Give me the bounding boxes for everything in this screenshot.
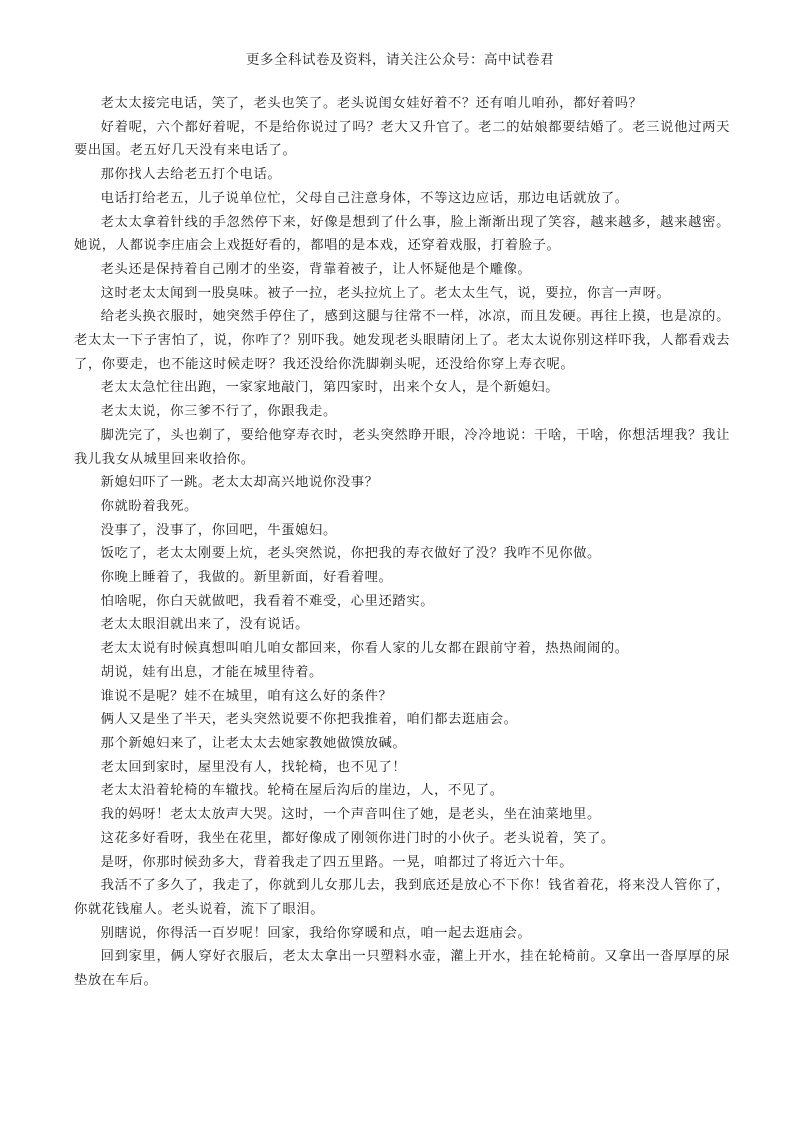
paragraph: 谁说不是呢？娃不在城里，咱有这么好的条件？ — [100, 688, 393, 704]
paragraph: 你晚上睡着了，我做的。新里新面，好看着哩。 — [100, 570, 393, 586]
page-header: 更多全科试卷及资料，请关注公众号：高中试卷君 — [246, 52, 554, 68]
paragraph: 饭吃了，老太太刚要上炕，老头突然说，你把我的寿衣做好了没？我咋不见你做。 — [100, 546, 601, 562]
paragraph: 那个新媳妇来了，让老太太去她家教她做馍放碱。 — [100, 735, 407, 751]
paragraph: 新媳妇吓了一跳。老太太却高兴地说你没事？ — [100, 475, 379, 491]
paragraph: 老太太说，你三爹不行了，你跟我走。 — [100, 404, 337, 420]
paragraph: 老太太拿着针线的手忽然停下来，好像是想到了什么事，脸上渐渐出现了笑容，越来越多，越来越密。她说，人都说李庄庙会上戏挺好看的，都唱的是本戏，还穿着戏服，打着脸子。 — [74, 214, 730, 254]
paragraph: 胡说，娃有出息，才能在城里待着。 — [100, 664, 323, 680]
paragraph: 老太太急忙往出跑，一家家地敲门，第四家时，出来个女人，是个新媳妇。 — [100, 380, 560, 396]
paragraph: 别瞎说，你得活一百岁呢！回家，我给你穿暖和点，咱一起去逛庙会。 — [100, 925, 532, 941]
paragraph: 我活不了多久了，我走了，你就到儿女那儿去，我到底还是放心不下你！钱省着花，将来没人管你了，你就花钱雇人。老头说着，流下了眼泪。 — [74, 878, 730, 917]
paragraph: 俩人又是坐了半天，老头突然说要不你把我推着，咱们都去逛庙会。 — [100, 712, 518, 728]
paragraph: 那你找人去给老五打个电话。 — [100, 167, 282, 183]
paragraph: 回到家里，俩人穿好衣服后，老太太拿出一只塑料水壶，灌上开水，挂在轮椅前。又拿出一沓厚厚的尿垫放在车后。 — [74, 949, 730, 989]
paragraph: 我的妈呀！老太太放声大哭。这时，一个声音叫住了她，是老头，坐在油菜地里。 — [100, 807, 601, 823]
paragraph: 这花多好看呀，我坐在花里，都好像成了刚领你进门时的小伙子。老头说着，笑了。 — [100, 830, 615, 846]
paragraph: 老太太接完电话，笑了，老头也笑了。老头说闺女娃好着不？还有咱儿咱孙，都好着吗？ — [100, 96, 643, 111]
paragraph: 这时老太太闻到一股臭味。被子一拉，老头拉炕上了。老太太生气，说，要拉，你言一声呀。 — [100, 285, 671, 301]
paragraph: 电话打给老五，儿子说单位忙，父母自己注意身体，不等这边应话，那边电话就放了。 — [100, 190, 629, 206]
paragraph: 老太太眼泪就出来了，没有说话。 — [100, 617, 310, 633]
paragraph: 老太太沿着轮椅的车辙找。轮椅在屋后沟后的崖边，人，不见了。 — [100, 783, 504, 799]
paragraph: 是呀，你那时候劲多大，背着我走了四五里路。一晃，咱都过了将近六十年。 — [100, 854, 574, 870]
paragraph: 怕啥呢，你白天就做吧，我看着不难受，心里还踏实。 — [100, 593, 435, 609]
paragraph: 好着呢，六个都好着呢，不是给你说过了吗？老大又升官了。老二的姑娘都要结婚了。老三说他过两天要出国。老五好几天没有来电话了。 — [74, 119, 730, 159]
story-body — [74, 92, 730, 993]
paragraph: 老太回到家时，屋里没有人，找轮椅，也不见了！ — [100, 759, 407, 775]
paragraph: 老头还是保持着自己刚才的坐姿，背靠着被子，让人怀疑他是个雕像。 — [100, 261, 532, 277]
paragraph: 没事了，没事了，你回吧，牛蛋媳妇。 — [100, 522, 337, 538]
paragraph: 老太太说有时候真想叫咱儿咱女都回来，你看人家的儿女都在跟前守着，热热闹闹的。 — [100, 641, 629, 657]
paragraph: 给老头换衣服时，她突然手停住了，感到这腿与往常不一样，冰凉，而且发硬。再往上摸，也是凉的。老太太一下子害怕了，说，你咋了？别吓我。她发现老头眼睛闭上了。老太太说你别这样吓我，人都看戏去了，你要走，也不能这时候走呀？我还没给你洗脚剃头呢，还没给你穿上寿衣呢。 — [74, 309, 730, 372]
paragraph: 你就盼着我死。 — [100, 498, 198, 514]
paragraph: 脚洗完了，头也剃了，要给他穿寿衣时，老头突然睁开眼，冷冷地说：干啥，干啥，你想活埋我？我让我儿我女从城里回来收拾你。 — [74, 427, 730, 467]
